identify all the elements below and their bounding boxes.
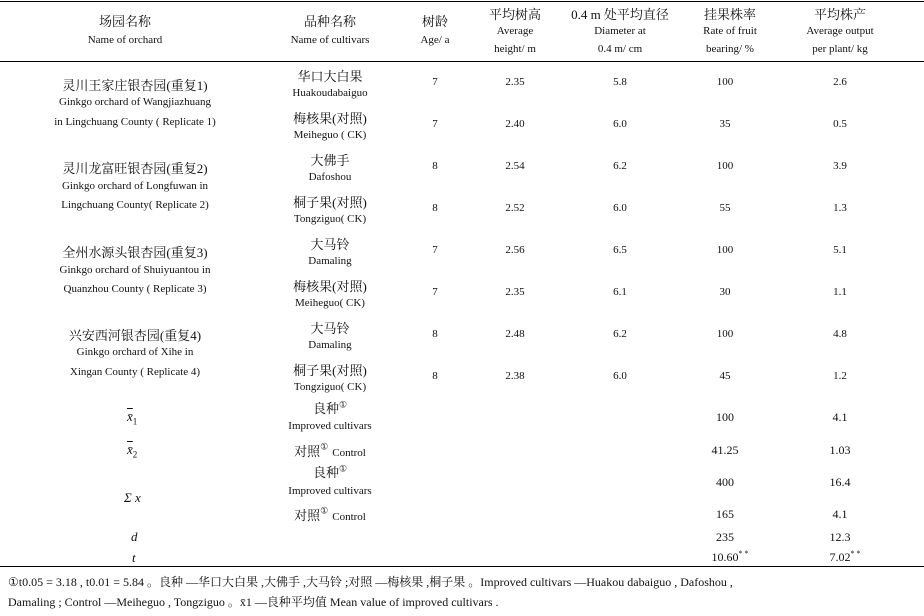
stat-output: 4.1 [832,507,848,521]
bottom-rule [0,566,924,567]
cultivar-name-zh: 大佛手 [310,153,350,168]
header-rate-en1: Rate of fruit [703,25,757,37]
mean-symbol: x̄ [127,409,133,424]
mean-symbol: x̄ [127,442,133,457]
cultivar-name-zh: 大马铃 [310,237,350,252]
header-diameter-en1: Diameter at [594,25,646,37]
age-cell: 7 [432,286,438,298]
mean-improved-label [127,409,137,427]
cultivar-name-en: Damaling [308,339,352,351]
rate-cell: 100 [716,244,734,256]
age-cell: 7 [432,118,438,130]
stat-output: 1.03 [829,443,851,457]
header-rule [0,61,924,62]
stat-rate: 41.25 [711,443,739,457]
stat-output: 16.4 [829,475,851,489]
age-cell: 8 [432,370,438,382]
height-cell: 2.38 [505,370,525,382]
cultivar-name-zh: 桐子果(对照) [293,363,367,378]
rate-cell: 35 [719,118,731,130]
mean-control-label [127,442,137,460]
header-diameter-zh: 0.4 m 处平均直径 [571,7,669,22]
stat-cultivar: 对照① Control [294,441,366,459]
orchard-name-en: Xingan County ( Replicate 4) [69,366,201,378]
footnote-mark: ① [338,399,348,410]
rate-cell: 55 [719,202,731,214]
diameter-cell: 6.2 [613,328,627,340]
output-cell: 0.5 [833,118,847,130]
stat-rate: 10.60* * [711,549,749,564]
output-cell: 3.9 [833,160,847,172]
height-cell: 2.48 [505,328,525,340]
header-cultivar-zh: 品种名称 [303,14,356,29]
header-rate-zh: 挂果株率 [703,7,756,22]
header-output-en1: Average output [806,25,874,37]
age-cell: 7 [432,244,438,256]
orchard-name-en: in Lingchuang County ( Replicate 1) [54,116,216,128]
height-cell: 2.52 [505,202,525,214]
header-diameter-en2: 0.4 m/ cm [597,43,643,55]
diameter-cell: 6.5 [613,244,627,256]
mean-subscript: 1 [132,416,138,427]
stat-rate: 400 [716,475,734,489]
age-cell: 8 [432,160,438,172]
cultivar-name-zh: 华口大白果 [297,69,363,84]
cultivar-name-en: Meiheguo( CK) [295,297,365,309]
rate-cell: 30 [719,286,731,298]
age-cell: 8 [432,328,438,340]
diameter-cell: 6.2 [613,160,627,172]
stat-rate: 165 [716,507,734,521]
orchard-name-en: Ginkgo orchard of Shuiyuantou in [59,264,211,276]
cultivar-name-zh: 梅核果(对照) [293,279,367,294]
significance-mark: * * [738,549,749,558]
sum-label: Σ x [124,490,141,505]
stat-output: 12.3 [829,530,851,544]
header-height-zh: 平均树高 [488,7,541,22]
orchard-name-en: Ginkgo orchard of Wangjiazhuang [59,96,211,108]
header-height-en1: Average [496,25,534,37]
stat-rate: 100 [716,410,734,424]
stat-cultivar: 对照① Control [294,505,366,523]
height-cell: 2.40 [505,118,525,130]
output-cell: 2.6 [833,76,847,88]
header-output-en2: per plant/ kg [812,43,868,55]
cultivar-name-zh: 大马铃 [310,321,350,336]
orchard-name-en: Ginkgo orchard of Xihe in [76,346,194,358]
orchard-name-zh: 全州水源头银杏园(重复3) [62,245,208,260]
footnote-line: Damaling ; Control —Meiheguo , Tongziguo 。x̄1 —良种平均值 Mean value of improved cultivars . [8,595,499,609]
output-cell: 1.2 [833,370,847,382]
stat-output: 7.02* * [829,549,861,564]
rate-cell: 100 [716,160,734,172]
height-cell: 2.54 [505,160,525,172]
cultivar-name-zh: 梅核果(对照) [293,111,367,126]
diameter-cell: 6.0 [613,118,627,130]
height-cell: 2.56 [505,244,525,256]
output-cell: 1.1 [833,286,847,298]
output-cell: 1.3 [833,202,847,214]
header-height-en2: height/ m [494,43,536,55]
stat-cultivar-zh: 良种① [312,463,348,480]
top-rule [0,1,924,2]
age-cell: 7 [432,76,438,88]
cultivar-name-en: Damaling [308,255,352,267]
rate-cell: 100 [716,76,734,88]
diameter-cell: 6.0 [613,202,627,214]
header-cultivar-en: Name of cultivars [290,34,370,46]
difference-label: d [131,529,138,544]
stat-rate: 235 [716,530,734,544]
orchard-name-zh: 兴安西河银杏园(重复4) [68,328,202,343]
header-orchard-zh: 场园名称 [98,14,151,29]
height-cell: 2.35 [505,76,525,88]
header-rate-en2: bearing/ % [706,43,754,55]
stat-cultivar-en: Improved cultivars [288,420,372,432]
significance-mark: * * [850,549,861,558]
height-cell: 2.35 [505,286,525,298]
cultivar-name-en: Meiheguo ( CK) [293,129,367,141]
orchard-name-en: Ginkgo orchard of Longfuwan in [61,180,209,192]
header-age-zh: 树龄 [421,14,448,29]
rate-cell: 100 [716,328,734,340]
rate-cell: 45 [719,370,731,382]
diameter-cell: 6.1 [613,286,627,298]
cultivar-name-en: Tongziguo( CK) [293,381,367,393]
age-cell: 8 [432,202,438,214]
orchard-name-zh: 灵川王家庄银杏园(重复1) [62,78,208,93]
cultivar-name-en: Dafoshou [308,171,352,183]
stat-output: 4.1 [832,410,848,424]
cultivar-name-en: Huakoudabaiguo [292,87,368,99]
cultivar-name-en: Tongziguo( CK) [293,213,367,225]
header-age-en: Age/ a [420,34,450,46]
header-output-zh: 平均株产 [813,7,866,22]
stat-cultivar-zh: 良种① [312,399,348,416]
t-label: t [132,550,136,565]
cultivar-name-zh: 桐子果(对照) [293,195,367,210]
mean-subscript: 2 [132,449,138,460]
orchard-name-en: Quanzhou County ( Replicate 3) [63,283,207,295]
footnote-line: ①t0.05 = 3.18 , t0.01 = 5.84 。良种 —华口大白果 ,大佛手 ,大马铃 ;对照 —梅核果 ,桐子果 。Improved cultivars —Huakou dabaiguo , Dafoshou , [8,575,733,589]
orchard-name-en: Lingchuang County( Replicate 2) [61,199,209,211]
diameter-cell: 5.8 [613,76,627,88]
orchard-name-zh: 灵川龙富旺银杏园(重复2) [62,161,208,176]
output-cell: 4.8 [833,328,847,340]
diameter-cell: 6.0 [613,370,627,382]
stat-cultivar-en: Improved cultivars [288,485,372,497]
header-orchard-en: Name of orchard [87,34,163,46]
output-cell: 5.1 [833,244,847,256]
